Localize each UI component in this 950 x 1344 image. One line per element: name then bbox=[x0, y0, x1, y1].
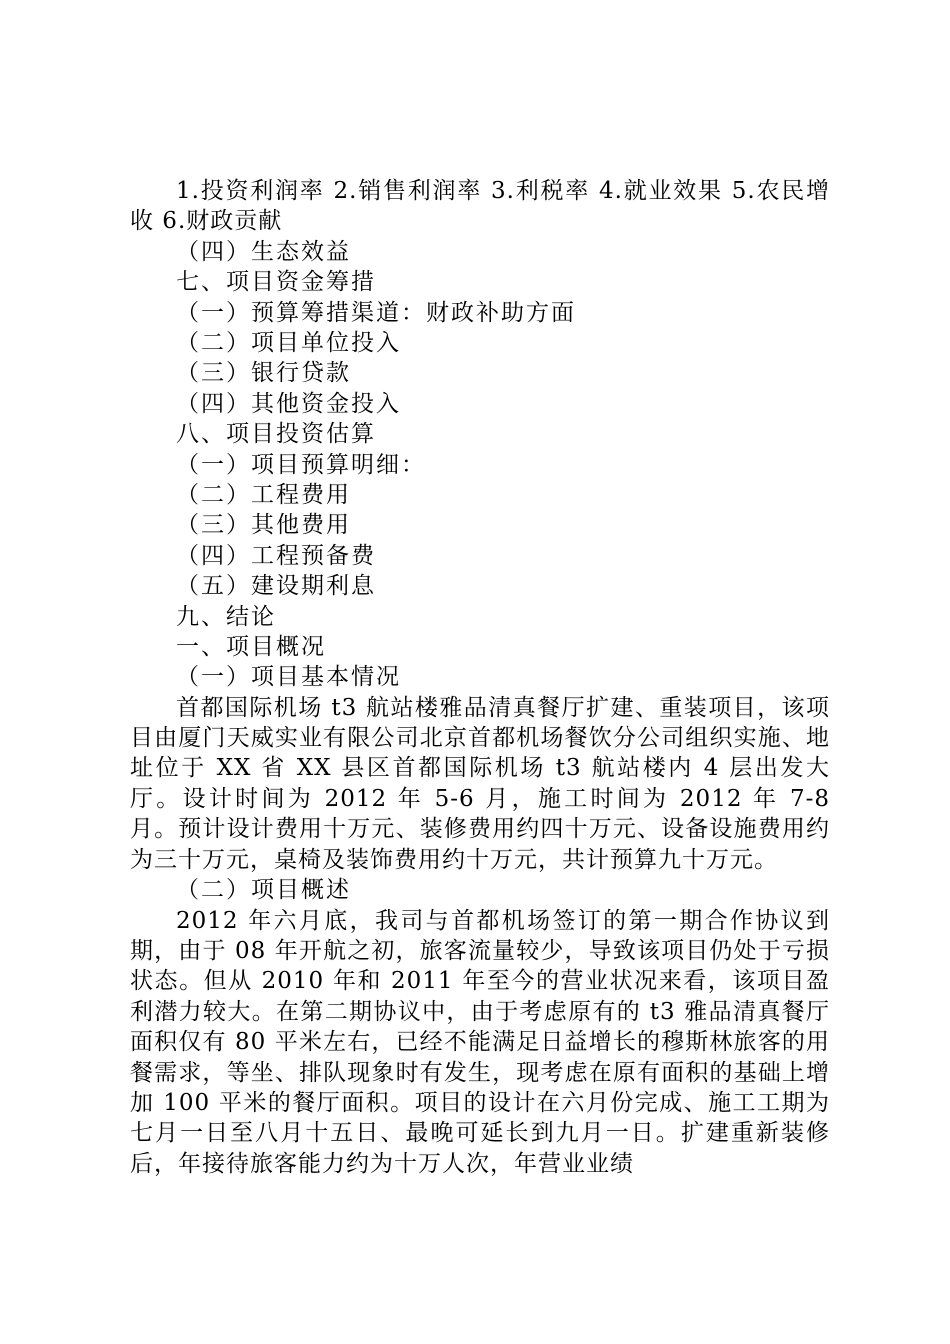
heading-7-4: （四）其他资金投入 bbox=[176, 390, 401, 417]
heading-eco-benefit: （四）生态效益 bbox=[176, 238, 351, 265]
document-page bbox=[130, 176, 830, 1179]
heading-8-4: （四）工程预备费 bbox=[176, 542, 376, 569]
heading-1-2: （二）项目概述 bbox=[176, 877, 351, 904]
heading-8-1: （一）项目预算明细： bbox=[176, 451, 426, 478]
heading-7-3: （三）银行贷款 bbox=[176, 360, 351, 387]
indicators-paragraph: 1.投资利润率 2.销售利润率 3.利税率 4.就业效果 5.农民增收 6.财政贡献 bbox=[130, 178, 830, 235]
heading-section-7: 七、项目资金筹措 bbox=[176, 269, 376, 296]
overview-paragraph: 2012 年六月底，我司与首都机场签订的第一期合作协议到期，由于 08 年开航之初，旅客流量较少，导致该项目仍处于亏损状态。但从 2010 年和 2011 年至今的营业状况来看，该项目盈利潜力较大。在第二期协议中，由于考虑原有的 t3 雅品清真餐厅面积仅有 80 平米左右，已经不能满足日益增长的穆斯林旅客的用餐需求，等坐、排队现象时有发生，现考虑在原有面积的基础上增加 100 平米的餐厅面积。项目的设计在六月份完成、施工工期为七月一日至八月十五日、最晚可延长到九月一日。扩建重新装修后，年接待旅客能力约为十万人次，年营业业绩 bbox=[130, 907, 830, 1177]
heading-1-1: （一）项目基本情况 bbox=[176, 664, 401, 691]
heading-section-1: 一、项目概况 bbox=[176, 633, 326, 660]
heading-section-8: 八、项目投资估算 bbox=[176, 421, 376, 448]
heading-8-5: （五）建设期利息 bbox=[176, 573, 376, 600]
heading-section-9: 九、结论 bbox=[176, 603, 276, 630]
heading-7-2: （二）项目单位投入 bbox=[176, 329, 401, 356]
heading-7-1: （一）预算筹措渠道：财政补助方面 bbox=[176, 299, 576, 326]
heading-8-2: （二）工程费用 bbox=[176, 481, 351, 508]
basic-info-paragraph: 首都国际机场 t3 航站楼雅品清真餐厅扩建、重装项目，该项目由厦门天威实业有限公司北京首都机场餐饮分公司组织实施、地址位于 XX 省 XX 县区首都国际机场 t3 航站楼内 4 层出发大厅。设计时间为 2012 年 5-6 月，施工时间为 2012 年 7-8 月。预计设计费用十万元、装修费用约四十万元、设备设施费用约为三十万元，桌椅及装饰费用约十万元，共计预算九十万元。 bbox=[130, 694, 830, 873]
heading-8-3: （三）其他费用 bbox=[176, 512, 351, 539]
